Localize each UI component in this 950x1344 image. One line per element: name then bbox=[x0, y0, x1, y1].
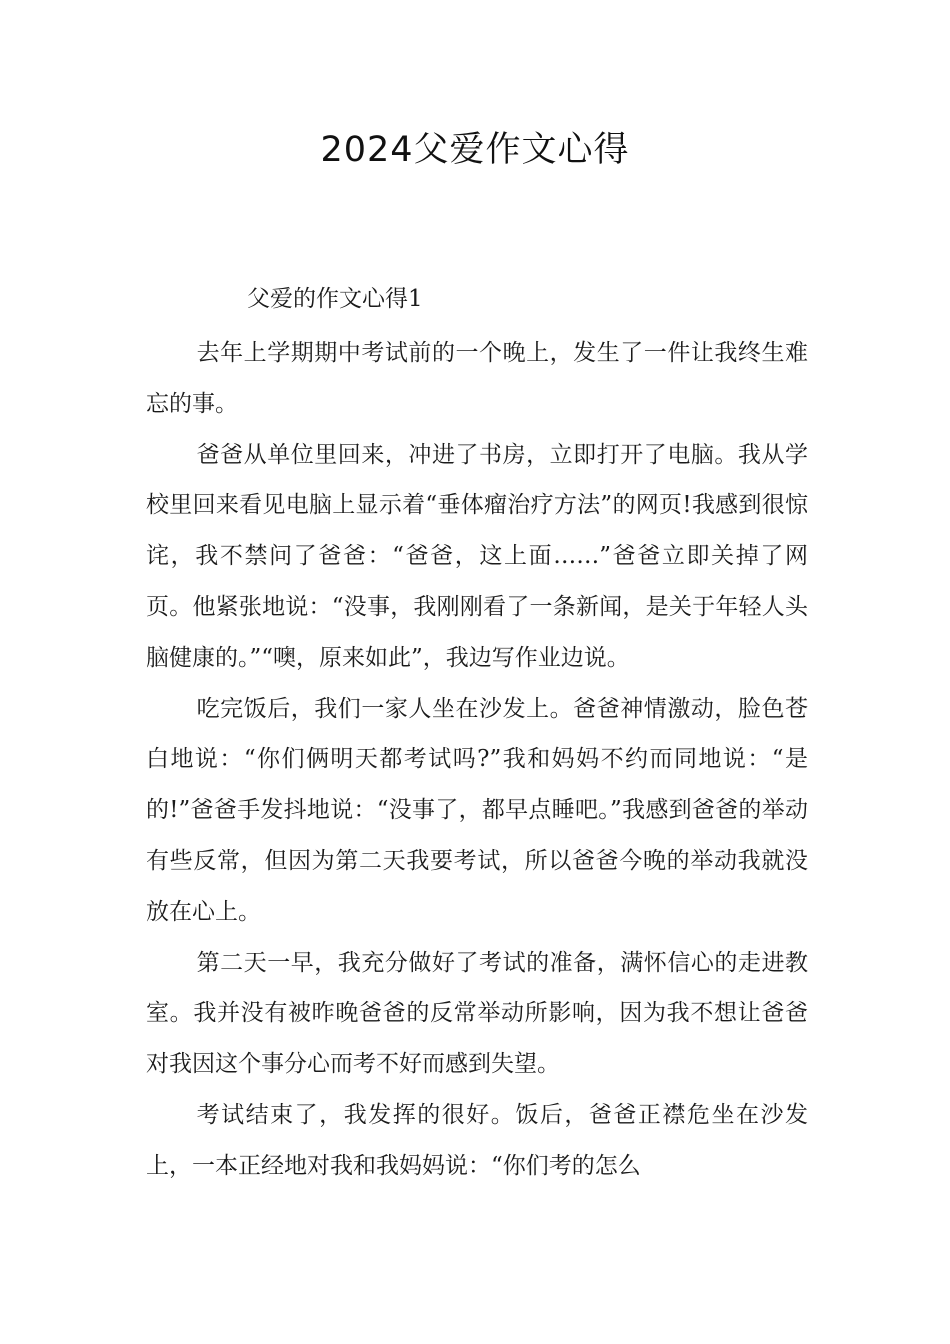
section-heading: 父爱的作文心得1 bbox=[247, 286, 423, 312]
paragraph: 去年上学期期中考试前的一个晚上，发生了一件让我终生难忘的事。 bbox=[146, 340, 808, 417]
document-title: 2024父爱作文心得 bbox=[320, 130, 630, 170]
paragraph: 第二天一早，我充分做好了考试的准备，满怀信心的走进教室。我并没有被昨晚爸爸的反常举动所影响，因为我不想让爸爸对我因这个事分心而考不好而感到失望。 bbox=[146, 949, 808, 1078]
document-body bbox=[146, 328, 808, 1192]
paragraph: 爸爸从单位里回来，冲进了书房，立即打开了电脑。我从学校里回来看见电脑上显示着“垂体瘤治疗方法”的网页!我感到很惊诧，我不禁问了爸爸：“爸爸，这上面……”爸爸立即关掉了网页。他紧张地说：“没事，我刚刚看了一条新闻，是关于年轻人头脑健康的。”“噢，原来如此”，我边写作业边说。 bbox=[146, 441, 808, 671]
paragraph: 考试结束了，我发挥的很好。饭后，爸爸正襟危坐在沙发上，一本正经地对我和我妈妈说：“你们考的怎么 bbox=[146, 1101, 808, 1179]
paragraph: 吃完饭后，我们一家人坐在沙发上。爸爸神情激动，脸色苍白地说：“你们俩明天都考试吗?”我和妈妈不约而同地说：“是的!”爸爸手发抖地说：“没事了，都早点睡吧。”我感到爸爸的举动有些反常，但因为第二天我要考试，所以爸爸今晚的举动我就没放在心上。 bbox=[146, 695, 808, 925]
